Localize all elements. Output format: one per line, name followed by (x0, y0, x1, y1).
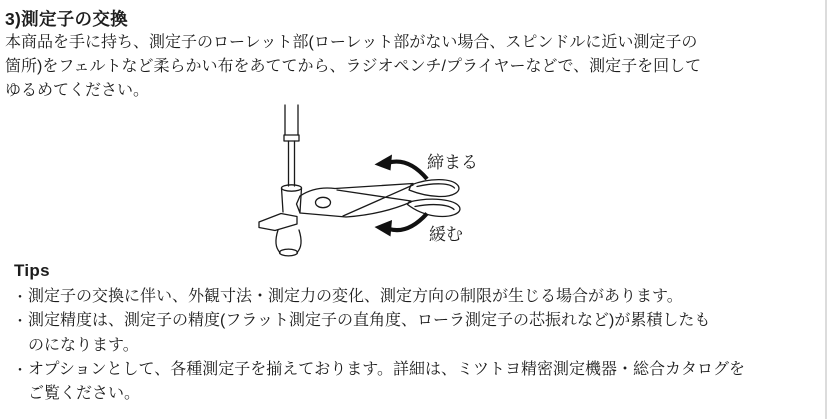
tips-item-3-continuation (13, 382, 745, 406)
loosen-label: 緩む (429, 225, 463, 244)
bullet-marker: ・ (13, 361, 27, 378)
section-heading: 3)測定子の交換 (5, 9, 128, 29)
intro-line-3: ゆるめてください。 (5, 82, 150, 99)
tips-item-3-line-2: ご覧ください。 (28, 385, 141, 403)
tips-item-1 (13, 285, 745, 309)
tips-item-2-line-1: 測定精度は、測定子の精度(フラット測定子の直角度、ローラ測定子の芯振れなど)が累積したも (28, 312, 711, 330)
tips-item-1-line-1: 測定子の交換に伴い、外観寸法・測定力の変化、測定方向の制限が生じる場合があります。 (28, 288, 683, 305)
intro-paragraph (5, 31, 701, 103)
tips-item-2-continuation (13, 334, 745, 358)
intro-line-2: 箇所)をフェルトなど柔らかい布をあててから、ラジオペンチ/プライヤーなどで、測定子を回して (5, 58, 702, 75)
bullet-marker: ・ (13, 289, 27, 305)
tips-item-3 (13, 358, 745, 382)
tips-item-3-line-1: オプションとして、各種測定子を揃えております。詳細は、ミツトヨ精密測定機器・総合カタログを (28, 360, 745, 378)
intro-line-1: 本商品を手に持ち、測定子のローレット部(ローレット部がない場合、スピンドルに近い測定子の (5, 34, 698, 51)
tips-list (13, 285, 745, 406)
tips-item-2 (13, 309, 745, 333)
tighten-label: 締まる (427, 153, 478, 172)
tips-heading: Tips (14, 261, 50, 280)
tips-item-2-line-2: のになります。 (28, 336, 139, 354)
bullet-marker: ・ (13, 313, 27, 330)
page-right-edge-divider (825, 0, 827, 419)
